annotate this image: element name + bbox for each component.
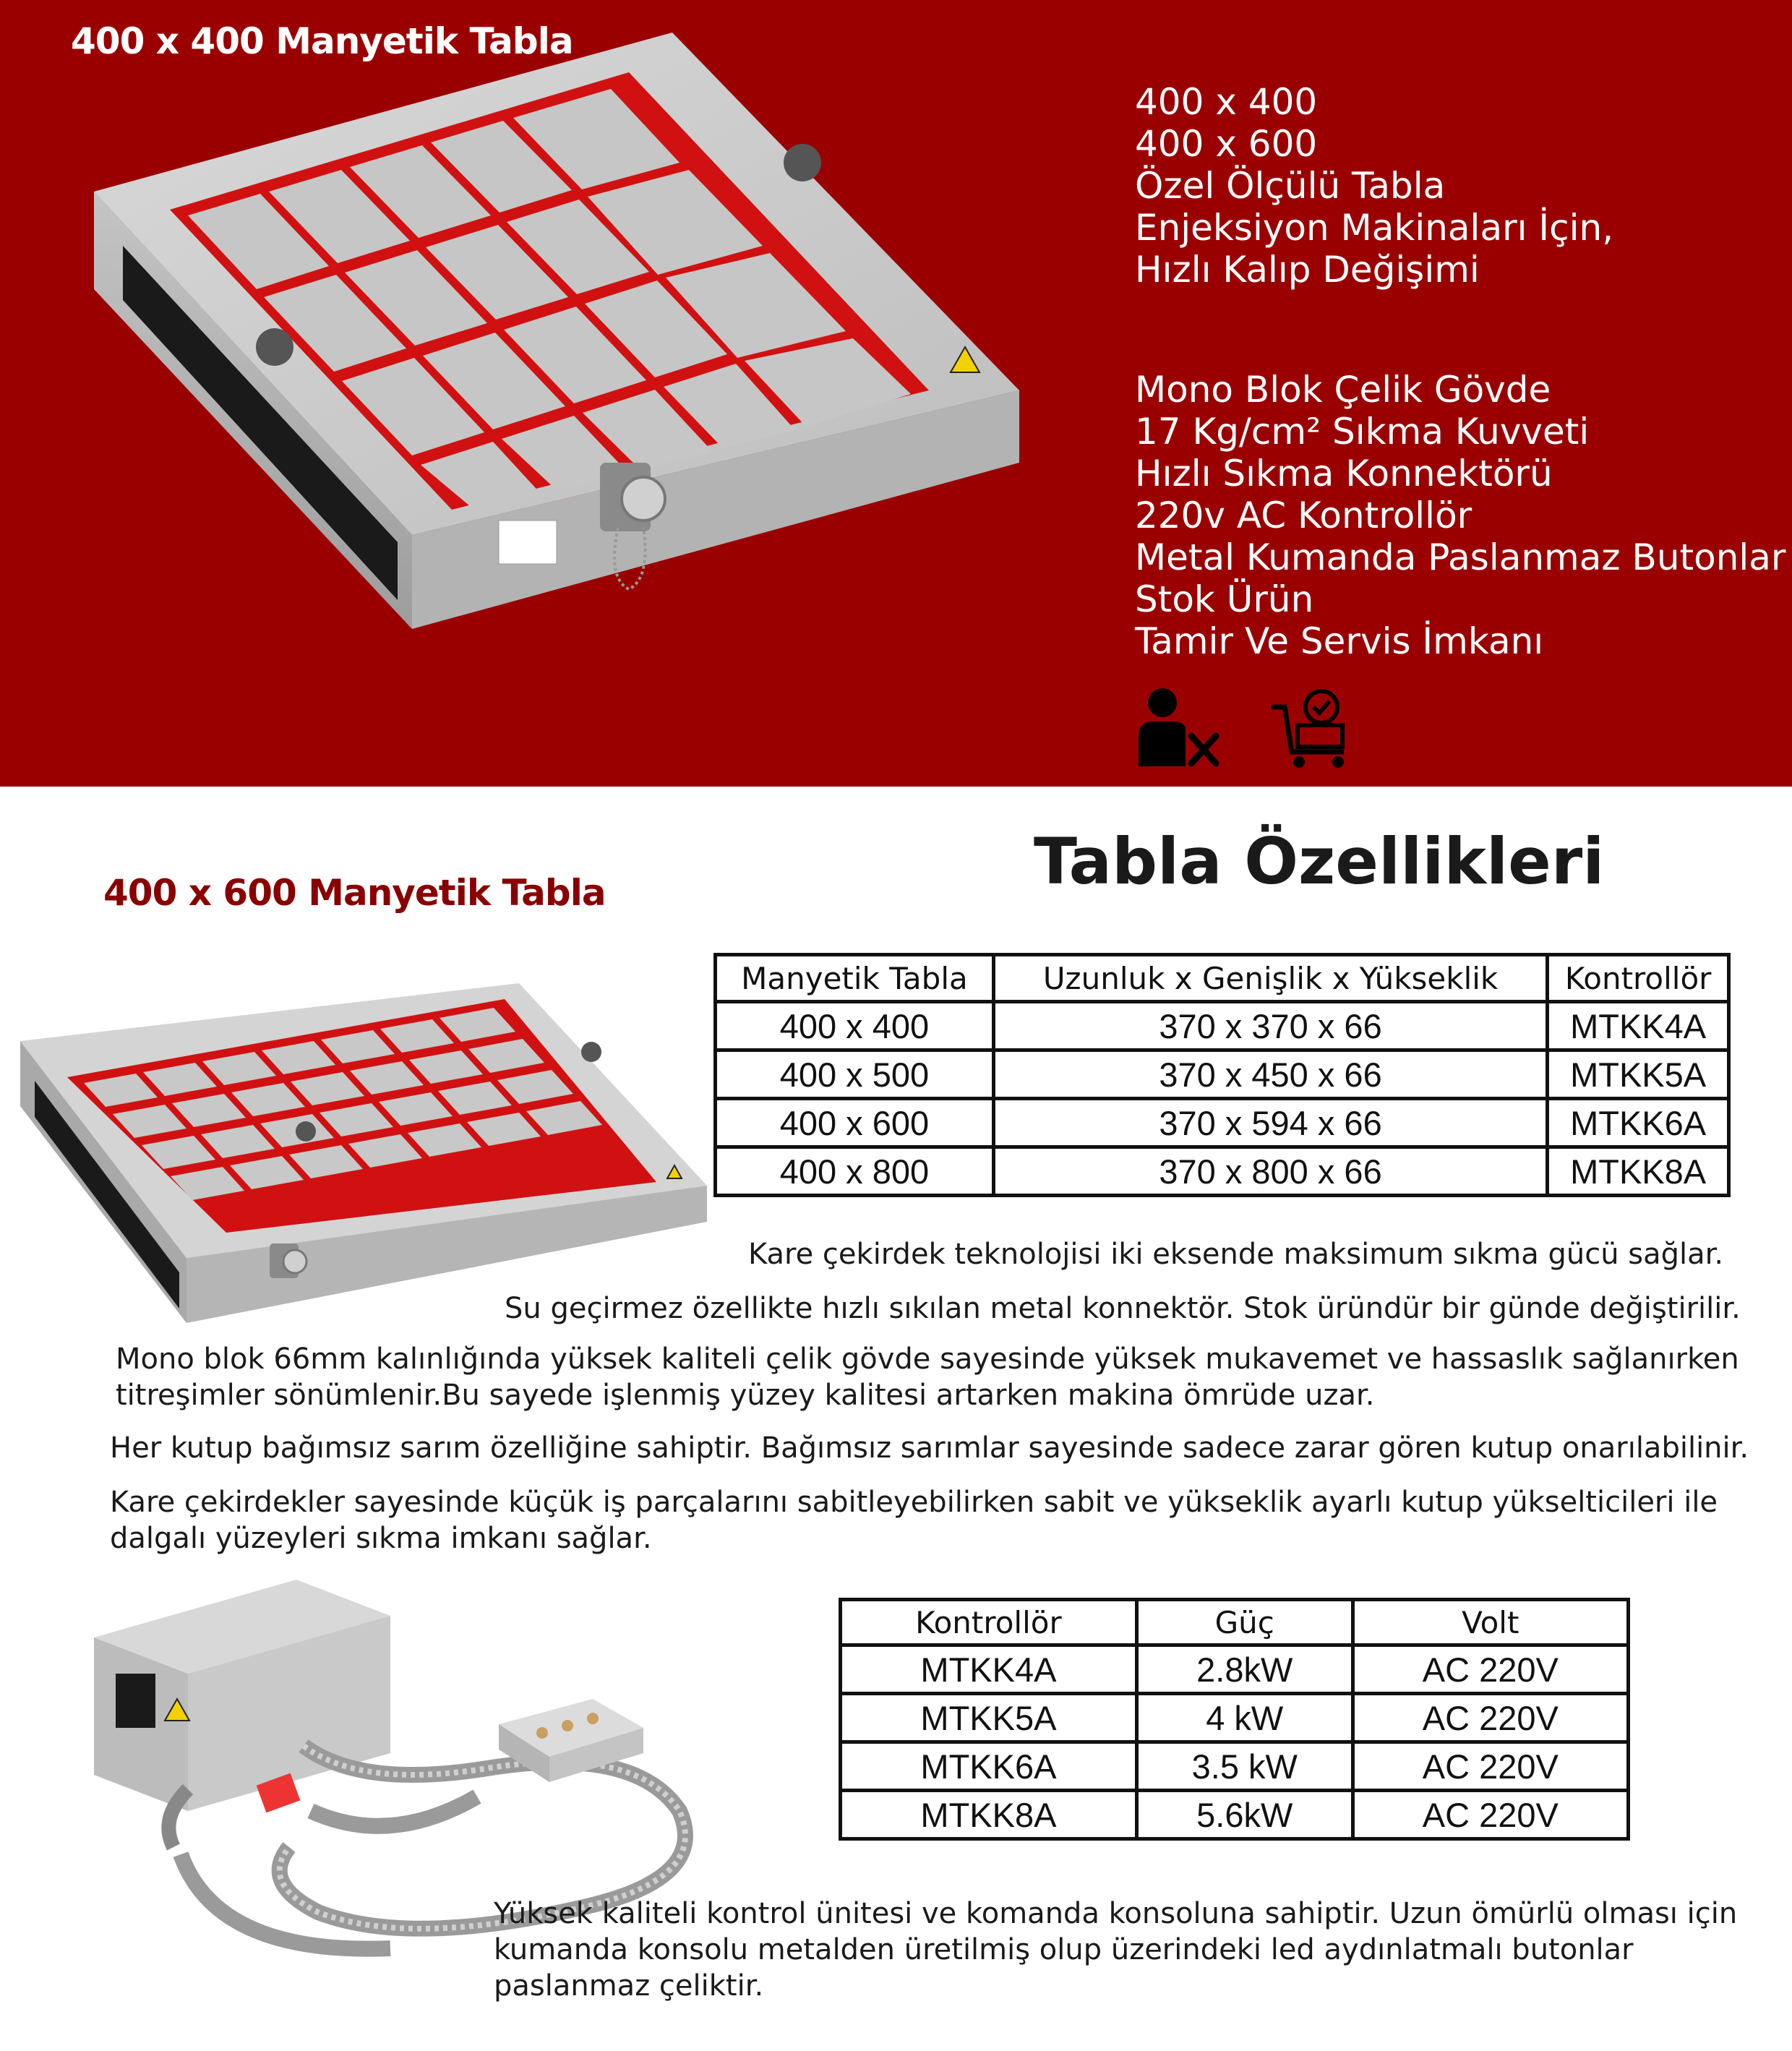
table-cell: MTKK4A: [1548, 1002, 1729, 1050]
section-title: Tabla Özellikleri: [1034, 824, 1605, 899]
dimensions-table: [713, 953, 1731, 1197]
table-cell: 400 x 500: [716, 1050, 994, 1099]
description-paragraph: Mono blok 66mm kalınlığında yüksek kaliteli çelik gövde sayesinde yüksek mukavemet ve hassaslık sağlanırken titreşimler sönümlenir.Bu sayede işlenmiş yüzey kalitesi artarken makina ömrüde uzar.: [116, 1343, 1739, 1412]
table-header-row: [716, 955, 1729, 1002]
table-cell: 2.8kW: [1136, 1645, 1352, 1694]
controller-table: [839, 1598, 1630, 1841]
table-header-row: [841, 1600, 1629, 1645]
table-cell: AC 220V: [1352, 1742, 1628, 1791]
table-cell: MTKK5A: [1548, 1050, 1729, 1099]
table-cell: 4 kW: [1136, 1694, 1352, 1742]
table-row: [716, 1002, 1729, 1050]
table-cell: 3.5 kW: [1136, 1742, 1352, 1791]
table-cell: 400 x 800: [716, 1147, 994, 1196]
description-paragraph: Kare çekirdekler sayesinde küçük iş parçalarını sabitleyebilirken sabit ve yükseklik ayarlı kutup yükselticileri ile dalgalı yüzeyleri sıkma imkanı sağlar.: [110, 1486, 1718, 1555]
feature-item: Metal Kumanda Paslanmaz Butonlar: [1135, 536, 1786, 578]
table-row: [716, 1050, 1729, 1099]
size-list: [1135, 81, 1613, 291]
table-cell: 370 x 370 x 66: [993, 1002, 1547, 1050]
table-header-cell: Volt: [1352, 1600, 1628, 1645]
table-cell: MTKK6A: [841, 1742, 1137, 1791]
table-header-cell: Manyetik Tabla: [716, 955, 994, 1002]
description-paragraph: Kare çekirdek teknolojisi iki eksende maksimum sıkma gücü sağlar.: [748, 1238, 1724, 1271]
size-item: Hızlı Kalıp Değişimi: [1135, 249, 1480, 291]
table-cell: AC 220V: [1352, 1645, 1628, 1694]
table-cell: MTKK8A: [1548, 1147, 1729, 1196]
table-cell: 370 x 450 x 66: [993, 1050, 1547, 1099]
table-cell: MTKK4A: [841, 1645, 1137, 1694]
table-row: [841, 1645, 1629, 1694]
size-item: 400 x 600: [1135, 123, 1318, 165]
feature-item: Mono Blok Çelik Gövde: [1135, 369, 1551, 411]
table-header-cell: Uzunluk x Genişlik x Yükseklik: [993, 955, 1547, 1002]
table-cell: MTKK6A: [1548, 1099, 1729, 1147]
size-item: Enjeksiyon Makinaları İçin,: [1135, 207, 1614, 249]
feature-list: [1135, 369, 1786, 662]
size-item: Özel Ölçülü Tabla: [1135, 165, 1446, 207]
table-row: [841, 1791, 1629, 1839]
repair-technician-icon: [1135, 685, 1222, 772]
table-row: [716, 1099, 1729, 1147]
table-header-cell: Kontrollör: [1548, 955, 1729, 1002]
table-cell: 400 x 600: [716, 1099, 994, 1147]
table-cell: MTKK8A: [841, 1791, 1137, 1839]
table-header-cell: Kontrollör: [841, 1600, 1137, 1645]
shopping-cart-check-icon: [1269, 685, 1355, 772]
table-row: [716, 1147, 1729, 1196]
size-item: 400 x 400: [1135, 81, 1318, 123]
feature-item: Hızlı Sıkma Konnektörü: [1135, 453, 1553, 494]
plate2-title: 400 x 600 Manyetik Tabla: [103, 872, 606, 914]
feature-item: Stok Ürün: [1135, 578, 1314, 620]
controller-description: Yüksek kaliteli kontrol ünitesi ve komanda konsoluna sahiptir. Uzun ömürlü olması için kumanda konsolu metalden üretilmiş olup üzerindeki led aydınlatmalı butonlar paslanmaz çeliktir.: [494, 1897, 1738, 2003]
table-cell: 5.6kW: [1136, 1791, 1352, 1839]
description-paragraph: Su geçirmez özellikte hızlı sıkılan metal konnektör. Stok üründür bir günde değiştirilir.: [505, 1292, 1741, 1325]
table-cell: MTKK5A: [841, 1694, 1137, 1742]
table-cell: AC 220V: [1352, 1791, 1628, 1839]
description-paragraph: Her kutup bağımsız sarım özelliğine sahiptir. Bağımsız sarımlar sayesinde sadece zarar gören kutup onarılabilinir.: [110, 1431, 1749, 1465]
feature-item: 220v AC Kontrollör: [1135, 494, 1472, 536]
table-header-cell: Güç: [1136, 1600, 1352, 1645]
table-cell: AC 220V: [1352, 1694, 1628, 1742]
table-row: [841, 1742, 1629, 1791]
feature-item: 17 Kg/cm² Sıkma Kuvveti: [1135, 411, 1590, 453]
magnetic-plate-400x600-image: [20, 983, 714, 1323]
table-cell: 370 x 800 x 66: [993, 1147, 1547, 1196]
feature-item: Tamir Ve Servis İmkanı: [1135, 620, 1544, 662]
table-cell: 370 x 594 x 66: [993, 1099, 1547, 1147]
table-row: [841, 1694, 1629, 1742]
table-cell: 400 x 400: [716, 1002, 994, 1050]
banner-title: 400 x 400 Manyetik Tabla: [71, 20, 573, 62]
magnetic-plate-400x400-image: [80, 29, 1034, 629]
